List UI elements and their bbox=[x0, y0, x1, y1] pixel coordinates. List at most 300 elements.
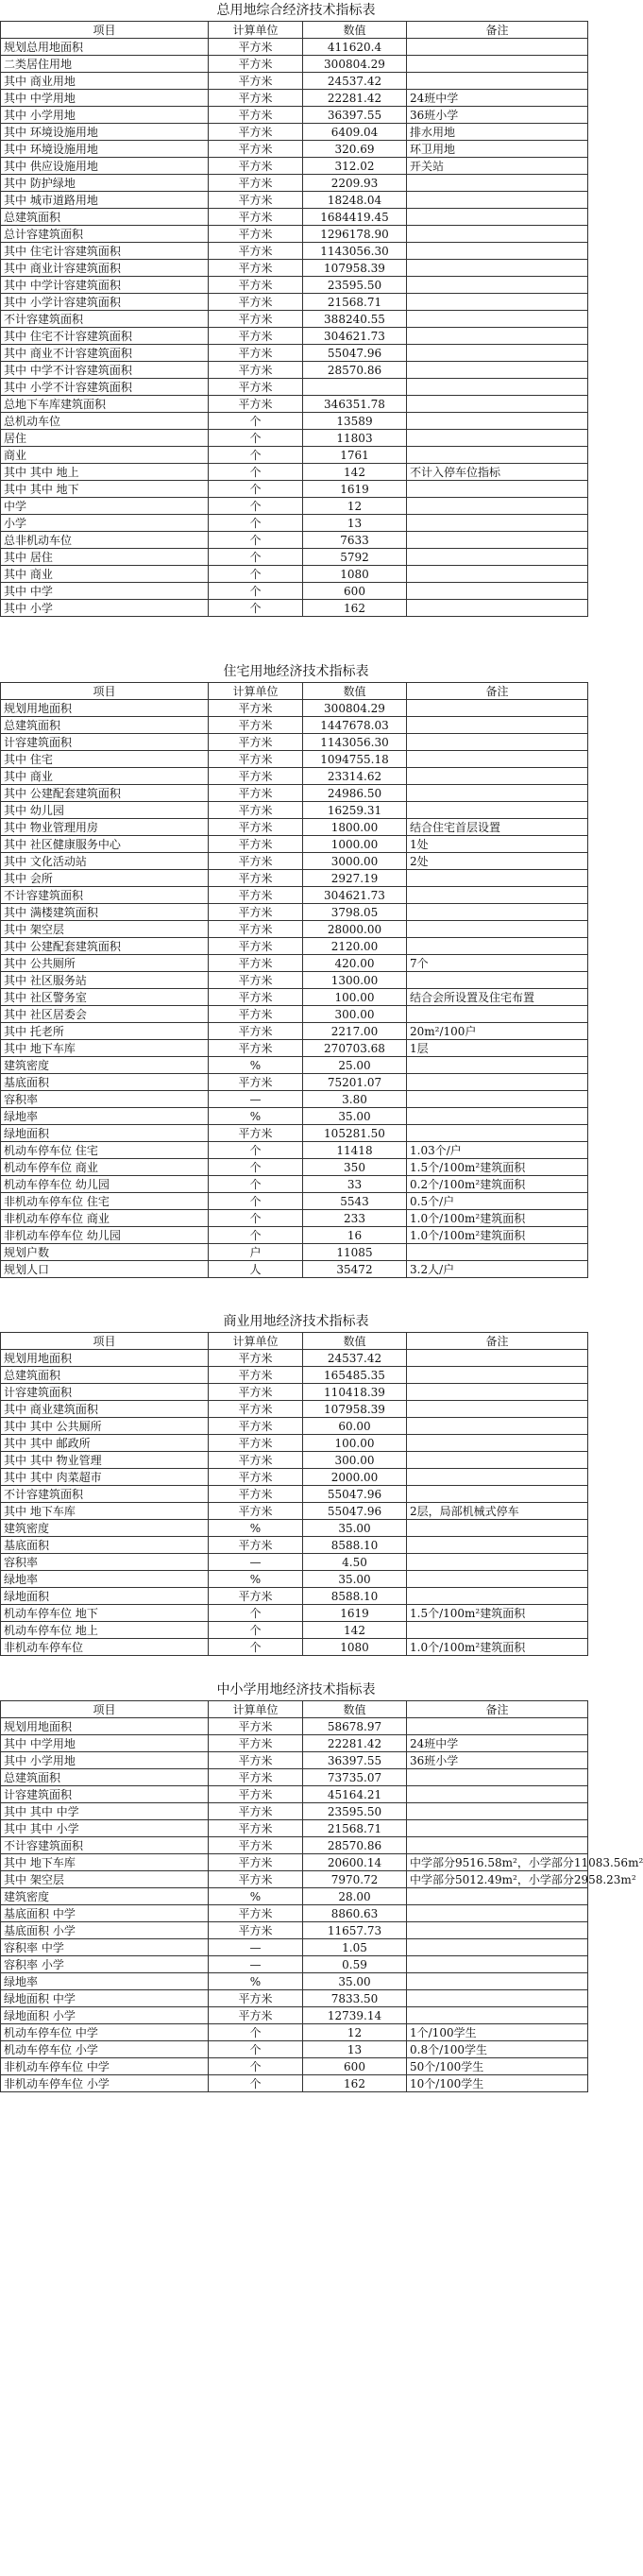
table-row bbox=[1, 785, 588, 802]
unit-cell: 平方米 bbox=[209, 1401, 303, 1418]
table-row bbox=[1, 1469, 588, 1486]
item-cell: 其中 防护绿地 bbox=[1, 175, 209, 192]
item-cell: 其中 商业建筑面积 bbox=[1, 1401, 209, 1418]
item-cell: 其中 其中 地下 bbox=[1, 481, 209, 498]
unit-cell: 个 bbox=[209, 1639, 303, 1656]
value-cell: 21568.71 bbox=[303, 1820, 407, 1837]
note-cell bbox=[407, 1939, 588, 1956]
table-row bbox=[1, 2058, 588, 2075]
item-cell: 其中 公建配套建筑面积 bbox=[1, 785, 209, 802]
value-cell: 20600.14 bbox=[303, 1854, 407, 1871]
item-cell: 其中 社区警务室 bbox=[1, 989, 209, 1006]
value-cell: 2217.00 bbox=[303, 1023, 407, 1040]
header-row bbox=[1, 22, 588, 39]
note-cell bbox=[407, 1401, 588, 1418]
value-cell: 12 bbox=[303, 498, 407, 515]
item-cell: 计容建筑面积 bbox=[1, 1384, 209, 1401]
value-cell: 388240.55 bbox=[303, 311, 407, 328]
header-cell: 计算单位 bbox=[209, 1701, 303, 1718]
item-cell: 规划户数 bbox=[1, 1244, 209, 1261]
table-row bbox=[1, 1554, 588, 1571]
value-cell: 4.50 bbox=[303, 1554, 407, 1571]
residential-table bbox=[0, 682, 588, 1278]
table-row bbox=[1, 107, 588, 124]
value-cell: 73735.07 bbox=[303, 1769, 407, 1786]
unit-cell: 个 bbox=[209, 1227, 303, 1244]
unit-cell: 平方米 bbox=[209, 1854, 303, 1871]
header-row bbox=[1, 1333, 588, 1350]
item-cell: 其中 商业 bbox=[1, 566, 209, 583]
note-cell: 环卫用地 bbox=[407, 141, 588, 158]
table-title: 商业用地经济技术指标表 bbox=[223, 1314, 369, 1329]
unit-cell: 个 bbox=[209, 566, 303, 583]
table-row bbox=[1, 396, 588, 413]
note-cell: 开关站 bbox=[407, 158, 588, 175]
note-cell bbox=[407, 1786, 588, 1803]
item-cell: 其中 其中 肉菜超市 bbox=[1, 1469, 209, 1486]
table-row bbox=[1, 1057, 588, 1074]
commercial-table bbox=[0, 1332, 588, 1656]
unit-cell: 个 bbox=[209, 1176, 303, 1193]
note-cell bbox=[407, 1837, 588, 1854]
value-cell: 35.00 bbox=[303, 1520, 407, 1537]
item-cell: 其中 环境设施用地 bbox=[1, 124, 209, 141]
unit-cell: 个 bbox=[209, 2024, 303, 2041]
value-cell: 300804.29 bbox=[303, 700, 407, 717]
item-cell: 总建筑面积 bbox=[1, 1769, 209, 1786]
unit-cell: 平方米 bbox=[209, 1074, 303, 1091]
table-row bbox=[1, 1040, 588, 1057]
table-row bbox=[1, 1261, 588, 1278]
unit-cell: 平方米 bbox=[209, 158, 303, 175]
value-cell: 24537.42 bbox=[303, 1350, 407, 1367]
note-cell: 1.0个/100m²建筑面积 bbox=[407, 1639, 588, 1656]
table-row bbox=[1, 260, 588, 277]
unit-cell: 平方米 bbox=[209, 345, 303, 362]
unit-cell: 平方米 bbox=[209, 226, 303, 243]
item-cell: 其中 公共厕所 bbox=[1, 955, 209, 972]
table-row bbox=[1, 311, 588, 328]
unit-cell: 户 bbox=[209, 1244, 303, 1261]
value-cell: 22281.42 bbox=[303, 1735, 407, 1752]
unit-cell: 个 bbox=[209, 600, 303, 617]
value-cell: 16 bbox=[303, 1227, 407, 1244]
table-row bbox=[1, 583, 588, 600]
note-cell bbox=[407, 972, 588, 989]
unit-cell: 个 bbox=[209, 2058, 303, 2075]
table-row bbox=[1, 158, 588, 175]
note-cell bbox=[407, 362, 588, 379]
value-cell: 411620.4 bbox=[303, 39, 407, 56]
header-cell: 计算单位 bbox=[209, 683, 303, 700]
item-cell: 其中 居住 bbox=[1, 549, 209, 566]
unit-cell: 平方米 bbox=[209, 243, 303, 260]
table-row bbox=[1, 1871, 588, 1888]
unit-cell: 平方米 bbox=[209, 955, 303, 972]
note-cell bbox=[407, 700, 588, 717]
value-cell: 36397.55 bbox=[303, 107, 407, 124]
unit-cell: 平方米 bbox=[209, 1837, 303, 1854]
note-cell bbox=[407, 1125, 588, 1142]
item-cell: 总非机动车位 bbox=[1, 532, 209, 549]
value-cell: 28570.86 bbox=[303, 1837, 407, 1854]
unit-cell: 平方米 bbox=[209, 1588, 303, 1605]
table-row bbox=[1, 1571, 588, 1588]
value-cell: 300804.29 bbox=[303, 56, 407, 73]
table-row bbox=[1, 1520, 588, 1537]
unit-cell: 平方米 bbox=[209, 362, 303, 379]
table-row bbox=[1, 1227, 588, 1244]
item-cell: 非机动车停车位 小学 bbox=[1, 2075, 209, 2092]
table-row bbox=[1, 751, 588, 768]
value-cell: 100.00 bbox=[303, 1435, 407, 1452]
unit-cell: 平方米 bbox=[209, 1905, 303, 1922]
table-row bbox=[1, 887, 588, 904]
value-cell: 16259.31 bbox=[303, 802, 407, 819]
item-cell: 计容建筑面积 bbox=[1, 734, 209, 751]
table-row bbox=[1, 1176, 588, 1193]
item-cell: 其中 小学不计容建筑面积 bbox=[1, 379, 209, 396]
table-row bbox=[1, 532, 588, 549]
value-cell: 1447678.03 bbox=[303, 717, 407, 734]
item-cell: 其中 城市道路用地 bbox=[1, 192, 209, 209]
unit-cell: — bbox=[209, 1554, 303, 1571]
item-cell: 其中 小学用地 bbox=[1, 107, 209, 124]
item-cell: 容积率 bbox=[1, 1091, 209, 1108]
unit-cell: 平方米 bbox=[209, 1452, 303, 1469]
item-cell: 其中 小学 bbox=[1, 600, 209, 617]
note-cell bbox=[407, 566, 588, 583]
item-cell: 机动车停车位 小学 bbox=[1, 2041, 209, 2058]
value-cell: 270703.68 bbox=[303, 1040, 407, 1057]
table-row bbox=[1, 972, 588, 989]
value-cell: 35.00 bbox=[303, 1571, 407, 1588]
note-cell: 0.8个/100学生 bbox=[407, 2041, 588, 2058]
value-cell: 300.00 bbox=[303, 1006, 407, 1023]
unit-cell: 个 bbox=[209, 481, 303, 498]
note-cell bbox=[407, 751, 588, 768]
unit-cell: — bbox=[209, 1091, 303, 1108]
note-cell bbox=[407, 345, 588, 362]
value-cell: 1619 bbox=[303, 1605, 407, 1622]
unit-cell: 个 bbox=[209, 1210, 303, 1227]
unit-cell: 个 bbox=[209, 464, 303, 481]
unit-cell: 平方米 bbox=[209, 853, 303, 870]
item-cell: 总建筑面积 bbox=[1, 1367, 209, 1384]
note-cell bbox=[407, 379, 588, 396]
unit-cell: 个 bbox=[209, 2075, 303, 2092]
item-cell: 其中 架空层 bbox=[1, 921, 209, 938]
note-cell bbox=[407, 1486, 588, 1503]
value-cell: 142 bbox=[303, 464, 407, 481]
note-cell bbox=[407, 447, 588, 464]
unit-cell: 平方米 bbox=[209, 836, 303, 853]
value-cell: 0.59 bbox=[303, 1956, 407, 1973]
item-cell: 其中 环境设施用地 bbox=[1, 141, 209, 158]
table-row bbox=[1, 39, 588, 56]
unit-cell: 平方米 bbox=[209, 107, 303, 124]
unit-cell: 平方米 bbox=[209, 90, 303, 107]
table-row bbox=[1, 464, 588, 481]
note-cell bbox=[407, 1469, 588, 1486]
note-cell bbox=[407, 1520, 588, 1537]
header-cell: 备注 bbox=[407, 1701, 588, 1718]
note-cell bbox=[407, 209, 588, 226]
note-cell bbox=[407, 2007, 588, 2024]
note-cell bbox=[407, 583, 588, 600]
unit-cell: 平方米 bbox=[209, 989, 303, 1006]
value-cell bbox=[303, 379, 407, 396]
table-body bbox=[1, 1350, 588, 1656]
table-row bbox=[1, 1006, 588, 1023]
unit-cell: 平方米 bbox=[209, 1752, 303, 1769]
note-cell bbox=[407, 870, 588, 887]
note-cell bbox=[407, 1537, 588, 1554]
value-cell: 13 bbox=[303, 2041, 407, 2058]
note-cell bbox=[407, 802, 588, 819]
table-row bbox=[1, 2041, 588, 2058]
unit-cell: 个 bbox=[209, 583, 303, 600]
value-cell: 346351.78 bbox=[303, 396, 407, 413]
note-cell: 不计入停车位指标 bbox=[407, 464, 588, 481]
value-cell: 420.00 bbox=[303, 955, 407, 972]
table-row bbox=[1, 1769, 588, 1786]
value-cell: 100.00 bbox=[303, 989, 407, 1006]
unit-cell: 个 bbox=[209, 1193, 303, 1210]
note-cell bbox=[407, 396, 588, 413]
note-cell bbox=[407, 56, 588, 73]
unit-cell: 人 bbox=[209, 1261, 303, 1278]
table-row bbox=[1, 1210, 588, 1227]
unit-cell: 平方米 bbox=[209, 141, 303, 158]
unit-cell: 平方米 bbox=[209, 717, 303, 734]
table-row bbox=[1, 124, 588, 141]
item-cell: 总建筑面积 bbox=[1, 717, 209, 734]
table-row bbox=[1, 1537, 588, 1554]
note-cell bbox=[407, 768, 588, 785]
unit-cell: 平方米 bbox=[209, 1486, 303, 1503]
note-cell: 36班小学 bbox=[407, 1752, 588, 1769]
table-row bbox=[1, 226, 588, 243]
table-row bbox=[1, 1605, 588, 1622]
item-cell: 规划总用地面积 bbox=[1, 39, 209, 56]
table-row bbox=[1, 1752, 588, 1769]
table-row bbox=[1, 1023, 588, 1040]
unit-cell: 平方米 bbox=[209, 328, 303, 345]
note-cell: 0.2个/100m²建筑面积 bbox=[407, 1176, 588, 1193]
header-cell: 计算单位 bbox=[209, 22, 303, 39]
value-cell: 35.00 bbox=[303, 1973, 407, 1990]
note-cell: 1.0个/100m²建筑面积 bbox=[407, 1210, 588, 1227]
item-cell: 非机动车停车位 幼儿园 bbox=[1, 1227, 209, 1244]
table-row bbox=[1, 1091, 588, 1108]
note-cell: 0.5个/户 bbox=[407, 1193, 588, 1210]
note-cell bbox=[407, 1571, 588, 1588]
header-cell: 项目 bbox=[1, 1333, 209, 1350]
item-cell: 其中 地下车库 bbox=[1, 1854, 209, 1871]
note-cell bbox=[407, 904, 588, 921]
value-cell: 11085 bbox=[303, 1244, 407, 1261]
table-row bbox=[1, 549, 588, 566]
note-cell bbox=[407, 1956, 588, 1973]
table-row bbox=[1, 413, 588, 430]
item-cell: 规划用地面积 bbox=[1, 1718, 209, 1735]
unit-cell: 平方米 bbox=[209, 1820, 303, 1837]
value-cell: 142 bbox=[303, 1622, 407, 1639]
unit-cell: — bbox=[209, 1956, 303, 1973]
item-cell: 不计容建筑面积 bbox=[1, 311, 209, 328]
value-cell: 58678.97 bbox=[303, 1718, 407, 1735]
item-cell: 建筑密度 bbox=[1, 1520, 209, 1537]
table-row bbox=[1, 904, 588, 921]
unit-cell: 个 bbox=[209, 1622, 303, 1639]
value-cell: 7970.72 bbox=[303, 1871, 407, 1888]
table-row bbox=[1, 1384, 588, 1401]
note-cell bbox=[407, 921, 588, 938]
note-cell bbox=[407, 1350, 588, 1367]
item-cell: 其中 托老所 bbox=[1, 1023, 209, 1040]
value-cell: 3.80 bbox=[303, 1091, 407, 1108]
note-cell: 2层，局部机械式停车 bbox=[407, 1503, 588, 1520]
note-cell bbox=[407, 1074, 588, 1091]
note-cell bbox=[407, 1435, 588, 1452]
item-cell: 总计容建筑面积 bbox=[1, 226, 209, 243]
note-cell bbox=[407, 1244, 588, 1261]
table-row bbox=[1, 1125, 588, 1142]
note-cell: 结合住宅首层设置 bbox=[407, 819, 588, 836]
note-cell bbox=[407, 515, 588, 532]
unit-cell: 平方米 bbox=[209, 1384, 303, 1401]
note-cell bbox=[407, 311, 588, 328]
unit-cell: 平方米 bbox=[209, 379, 303, 396]
item-cell: 商业 bbox=[1, 447, 209, 464]
item-cell: 非机动车停车位 商业 bbox=[1, 1210, 209, 1227]
item-cell: 其中 商业计容建筑面积 bbox=[1, 260, 209, 277]
value-cell: 28570.86 bbox=[303, 362, 407, 379]
unit-cell: % bbox=[209, 1888, 303, 1905]
value-cell: 5543 bbox=[303, 1193, 407, 1210]
item-cell: 其中 商业 bbox=[1, 768, 209, 785]
value-cell: 22281.42 bbox=[303, 90, 407, 107]
table-row bbox=[1, 345, 588, 362]
item-cell: 不计容建筑面积 bbox=[1, 887, 209, 904]
note-cell bbox=[407, 1108, 588, 1125]
unit-cell: 平方米 bbox=[209, 1537, 303, 1554]
table-row bbox=[1, 1142, 588, 1159]
header-row bbox=[1, 683, 588, 700]
unit-cell: 平方米 bbox=[209, 124, 303, 141]
item-cell: 绿地面积 小学 bbox=[1, 2007, 209, 2024]
table-row bbox=[1, 836, 588, 853]
value-cell: 28.00 bbox=[303, 1888, 407, 1905]
unit-cell: 平方米 bbox=[209, 1125, 303, 1142]
item-cell: 居住 bbox=[1, 430, 209, 447]
table-row bbox=[1, 1990, 588, 2007]
item-cell: 小学 bbox=[1, 515, 209, 532]
header-cell: 备注 bbox=[407, 22, 588, 39]
item-cell: 二类居住用地 bbox=[1, 56, 209, 73]
table-row bbox=[1, 1718, 588, 1735]
note-cell bbox=[407, 481, 588, 498]
note-cell bbox=[407, 1990, 588, 2007]
note-cell bbox=[407, 39, 588, 56]
value-cell: 11803 bbox=[303, 430, 407, 447]
unit-cell: 平方米 bbox=[209, 1469, 303, 1486]
note-cell bbox=[407, 1820, 588, 1837]
table-row bbox=[1, 1905, 588, 1922]
item-cell: 基底面积 bbox=[1, 1074, 209, 1091]
value-cell: 6409.04 bbox=[303, 124, 407, 141]
table-row bbox=[1, 294, 588, 311]
unit-cell: 平方米 bbox=[209, 260, 303, 277]
unit-cell: 平方米 bbox=[209, 1367, 303, 1384]
item-cell: 其中 社区居委会 bbox=[1, 1006, 209, 1023]
note-cell: 中学部分9516.58m²，小学部分11083.56m² bbox=[407, 1854, 588, 1871]
table-row bbox=[1, 430, 588, 447]
value-cell: 1619 bbox=[303, 481, 407, 498]
header-row bbox=[1, 1701, 588, 1718]
value-cell: 11418 bbox=[303, 1142, 407, 1159]
value-cell: 1296178.90 bbox=[303, 226, 407, 243]
unit-cell: 平方米 bbox=[209, 1435, 303, 1452]
table-row bbox=[1, 243, 588, 260]
value-cell: 8588.10 bbox=[303, 1588, 407, 1605]
value-cell: 304621.73 bbox=[303, 887, 407, 904]
table-row bbox=[1, 481, 588, 498]
value-cell: 110418.39 bbox=[303, 1384, 407, 1401]
table-row bbox=[1, 1735, 588, 1752]
item-cell: 其中 其中 物业管理 bbox=[1, 1452, 209, 1469]
value-cell: 320.69 bbox=[303, 141, 407, 158]
table-row bbox=[1, 1820, 588, 1837]
note-cell bbox=[407, 328, 588, 345]
note-cell: 1.0个/100m²建筑面积 bbox=[407, 1227, 588, 1244]
unit-cell: 平方米 bbox=[209, 396, 303, 413]
table-title: 总用地综合经济技术指标表 bbox=[216, 3, 376, 18]
unit-cell: 平方米 bbox=[209, 1503, 303, 1520]
unit-cell: 平方米 bbox=[209, 1006, 303, 1023]
unit-cell: 平方米 bbox=[209, 700, 303, 717]
header-cell: 数值 bbox=[303, 1333, 407, 1350]
table-row bbox=[1, 802, 588, 819]
item-cell: 建筑密度 bbox=[1, 1057, 209, 1074]
item-cell: 其中 社区健康服务中心 bbox=[1, 836, 209, 853]
table-row bbox=[1, 1244, 588, 1261]
unit-cell: 平方米 bbox=[209, 1922, 303, 1939]
value-cell: 12 bbox=[303, 2024, 407, 2041]
value-cell: 45164.21 bbox=[303, 1786, 407, 1803]
table-row bbox=[1, 1888, 588, 1905]
item-cell: 其中 物业管理用房 bbox=[1, 819, 209, 836]
item-cell: 总建筑面积 bbox=[1, 209, 209, 226]
unit-cell: 平方米 bbox=[209, 1735, 303, 1752]
header-cell: 项目 bbox=[1, 683, 209, 700]
item-cell: 非机动车停车位 住宅 bbox=[1, 1193, 209, 1210]
item-cell: 机动车停车位 住宅 bbox=[1, 1142, 209, 1159]
item-cell: 其中 其中 邮政所 bbox=[1, 1435, 209, 1452]
value-cell: 7633 bbox=[303, 532, 407, 549]
item-cell: 绿地率 bbox=[1, 1973, 209, 1990]
value-cell: 60.00 bbox=[303, 1418, 407, 1435]
table-row bbox=[1, 1803, 588, 1820]
note-cell bbox=[407, 1554, 588, 1571]
unit-cell: % bbox=[209, 1108, 303, 1125]
value-cell: 3000.00 bbox=[303, 853, 407, 870]
value-cell: 24537.42 bbox=[303, 73, 407, 90]
unit-cell: 平方米 bbox=[209, 1023, 303, 1040]
item-cell: 其中 社区服务站 bbox=[1, 972, 209, 989]
note-cell bbox=[407, 1384, 588, 1401]
